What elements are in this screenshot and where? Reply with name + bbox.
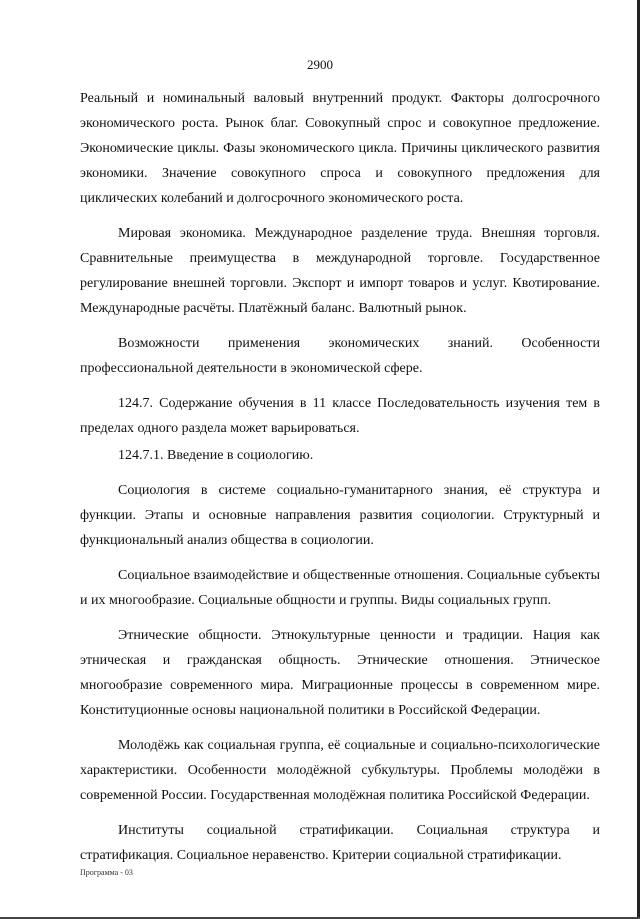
paragraph-social-interaction: Социальное взаимодействие и общественные отношения. Социальные субъекты и их многообразие. Социальные общности и группы. Виды социальных групп. bbox=[80, 568, 600, 608]
paragraph-sociology-system: Социология в системе социально-гуманитарного знания, её структура и функции. Этапы и основные направления развития социологии. Структурный и функциональный анализ общества в социологии. bbox=[80, 483, 600, 548]
section-heading-sociology-intro: 124.7.1. Введение в социологию. bbox=[118, 448, 314, 463]
paragraph-economic-knowledge: Возможности применения экономических знаний. Особенности профессиональной деятельности в экономической сфере. bbox=[80, 336, 600, 376]
paragraph-world-economy: Мировая экономика. Международное разделение труда. Внешняя торговля. Сравнительные преимущества в международной торговле. Государственное регулирование внешней торговли. Экспорт и импорт товаров и услуг. Квотирование. Международные расчёты. Платёжный баланс. Валютный рынок. bbox=[80, 226, 600, 316]
paragraph-grade-11-content: 124.7. Содержание обучения в 11 классе Последовательность изучения тем в пределах одного раздела может варьироваться. bbox=[80, 396, 600, 436]
paragraph-ethnic-communities: Этнические общности. Этнокультурные ценности и традиции. Нация как этническая и гражданская общность. Этнические отношения. Этническое многообразие современного мира. Миграционные процессы в современном мире. Конституционные основы национальной политики в Российской Федерации. bbox=[80, 628, 600, 718]
paragraph-stratification: Институты социальной стратификации. Социальная структура и стратификация. Социальное неравенство. Критерии социальной стратификации. bbox=[80, 823, 600, 863]
footer-label: Программа - 03 bbox=[80, 868, 133, 877]
paragraph-gdp: Реальный и номинальный валовый внутренний продукт. Факторы долгосрочного экономического роста. Рынок благ. Совокупный спрос и совокупное предложение. Экономические циклы. Фазы экономического цикла. Причины циклического развития экономики. Значение совокупного спроса и совокупного предложения для циклических колебаний и долгосрочного экономического роста. bbox=[80, 91, 600, 206]
paragraph-youth: Молодёжь как социальная группа, её социальные и социально-психологические характеристики. Особенности молодёжной субкультуры. Проблемы молодёжи в современной России. Государственная молодёжная политика Российской Федерации. bbox=[80, 738, 600, 803]
document-body bbox=[80, 86, 600, 868]
page-number: 2900 bbox=[307, 57, 333, 72]
